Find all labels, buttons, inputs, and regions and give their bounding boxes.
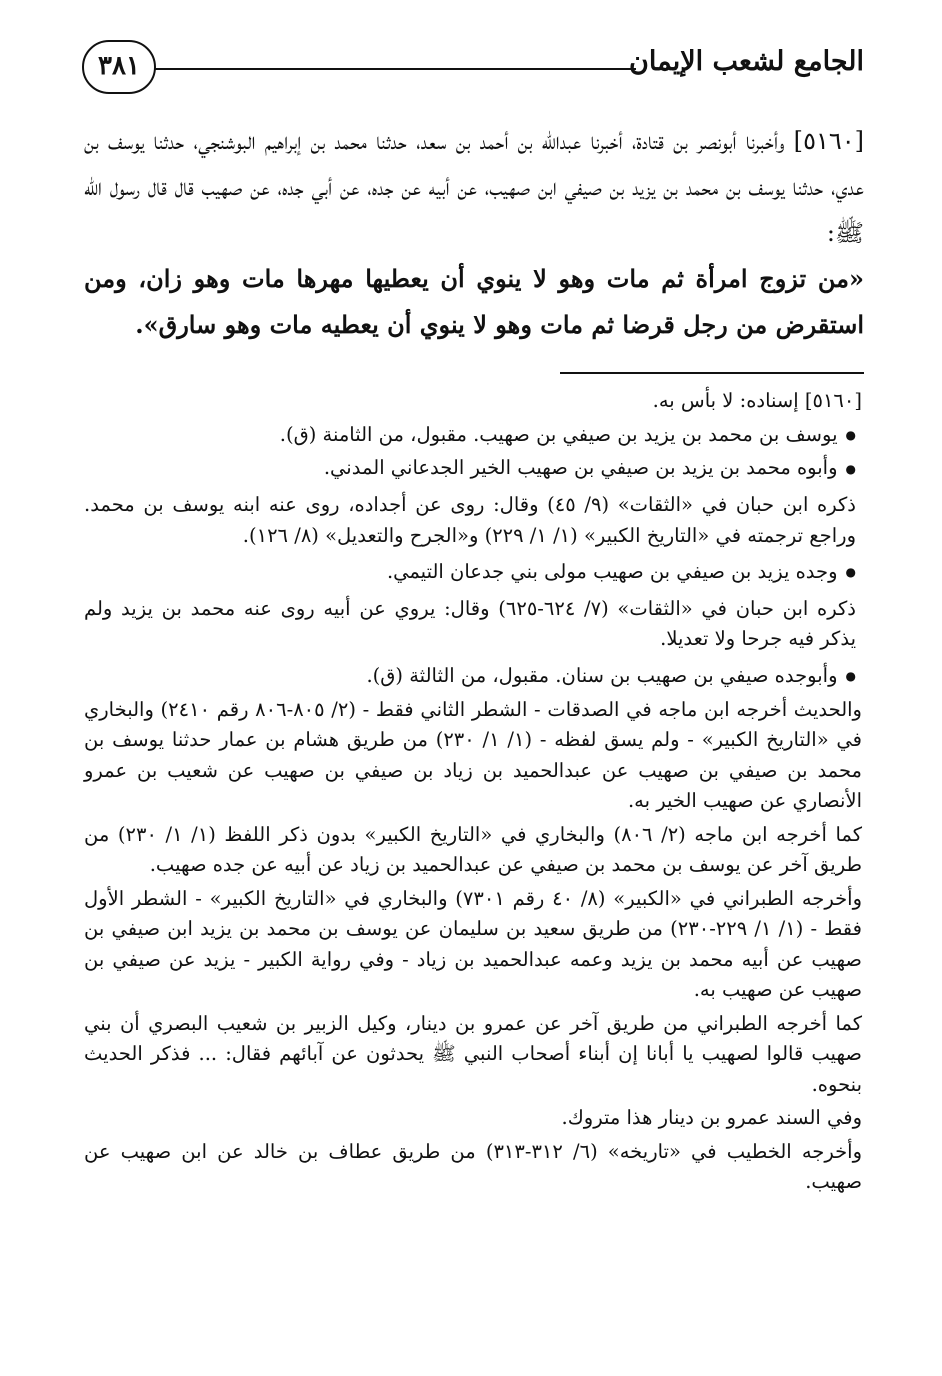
footnotes bbox=[84, 386, 862, 1201]
footnote-bullet: ● وأبوه محمد بن يزيد بن صيفي بن صهيب الخير الجدعاني المدني. bbox=[84, 453, 862, 484]
book-title: الجامع لشعب الإيمان bbox=[629, 46, 864, 77]
footnote-paragraph: وأخرجه الطبراني في «الكبير» (٨/ ٤٠ رقم ٧٣٠١) والبخاري في «التاريخ الكبير» - الشطر الأول فقط - (١/ ١/ ٢٢٩-٢٣٠) من طريق سعيد بن سليمان عن يوسف بن محمد بن يزيد ابن صيفي بن صهيب عن أبيه محمد بن يزيد وعمه عبدالحميد بن زياد - وفي رواية الكبير - يزيد عن صيفي بن صهيب عن صهيب به. bbox=[84, 886, 862, 1001]
footnote-paragraph: كما أخرجه الطبراني من طريق آخر عن عمرو بن دينار، وكيل الزبير بن شعيب البصري أن بني صهيب قالوا لصهيب يا أبانا إن أبناء أصحاب النبي ﷺ يحدثون عن آبائهم فقال: ... فذكر الحديث بنحوه. bbox=[84, 1011, 862, 1096]
footnote-paragraph: وفي السند عمرو بن دينار هذا متروك. bbox=[561, 1106, 862, 1129]
footnote-bullet: ● وأبوجده صيفي بن صهيب بن سنان. مقبول، من الثالثة (ق). bbox=[84, 661, 862, 692]
hadith-text: «من تزوج امرأة ثم مات وهو لا ينوي أن يعطيها مهرها مات وهو زان، ومن استقرض من رجل قرضا ثم مات وهو لا ينوي أن يعطيه مات وهو سارق». bbox=[84, 264, 864, 339]
header-rule bbox=[154, 68, 636, 70]
footnote-paragraph: كما أخرجه ابن ماجه (٢/ ٨٠٦) والبخاري في «التاريخ الكبير» بدون ذكر اللفظ (١/ ١/ ٢٣٠) من طريق آخر عن يوسف بن محمد بن صيفي عن عبدالحميد بن زياد عن أبيه عن جده صهيب. bbox=[84, 822, 862, 876]
footnote-paragraph: ذكره ابن حبان في «الثقات» (٩/ ٤٥) وقال: روى عن أجداده، روى عنه ابنه يوسف بن محمد. وراجع ترجمته في «التاريخ الكبير» (١/ ١/ ٢٢٩) و«الجرح والتعديل» (٨/ ١٢٦). bbox=[84, 493, 856, 547]
page-header bbox=[82, 38, 864, 98]
footnote-paragraph: ذكره ابن حبان في «الثقات» (٧/ ٦٢٤-٦٢٥) وقال: يروي عن أبيه روى عنه محمد بن يزيد ولم يذكر فيه جرحا ولا تعديلا. bbox=[84, 596, 856, 651]
isnad-paragraph: [٥١٦٠] وأخبرنا أبونصر بن قتادة، أخبرنا عبدالله بن أحمد بن سعد، حدثنا محمد بن إبراهيم البوشنجي، حدثنا يوسف بن عدي، حدثنا يوسف بن محمد بن يزيد بن صيفي ابن صهيب، عن أبيه عن جده، عن أبي جده، عن صهيب قال قال رسول الله ﷺ: bbox=[84, 127, 864, 247]
footnote-paragraph: والحديث أخرجه ابن ماجه في الصدقات - الشطر الثاني فقط - (٢/ ٨٠٥-٨٠٦ رقم ٢٤١٠) والبخاري في «التاريخ الكبير» - ولم يسق لفظه - (١/ ١/ ٢٣٠) من طريق هشام بن عمار حدثنا يوسف بن محمد بن صيفي بن صهيب عن عبدالحميد بن زياد بن صيفي بن صهيب عن شعيب بن عمرو الأنصاري عن صهيب الخير به. bbox=[84, 697, 862, 812]
footnote-heading: [٥١٦٠] إسناده: لا بأس به. bbox=[652, 389, 862, 412]
footnote-bullet: ● يوسف بن محمد بن يزيد بن صيفي بن صهيب. مقبول، من الثامنة (ق). bbox=[84, 420, 862, 451]
footnote-paragraph: وأخرجه الخطيب في «تاريخه» (٦/ ٣١٢-٣١٣) من طريق عطاف بن خالد عن ابن صهيب عن صهيب. bbox=[84, 1139, 862, 1193]
main-text bbox=[84, 118, 864, 348]
footnote-bullet: ● وجده يزيد بن صيفي بن صهيب مولى بني جدعان التيمي. bbox=[84, 557, 862, 588]
page-number: ٣٨١ bbox=[82, 40, 156, 94]
footnote-divider bbox=[560, 372, 864, 374]
